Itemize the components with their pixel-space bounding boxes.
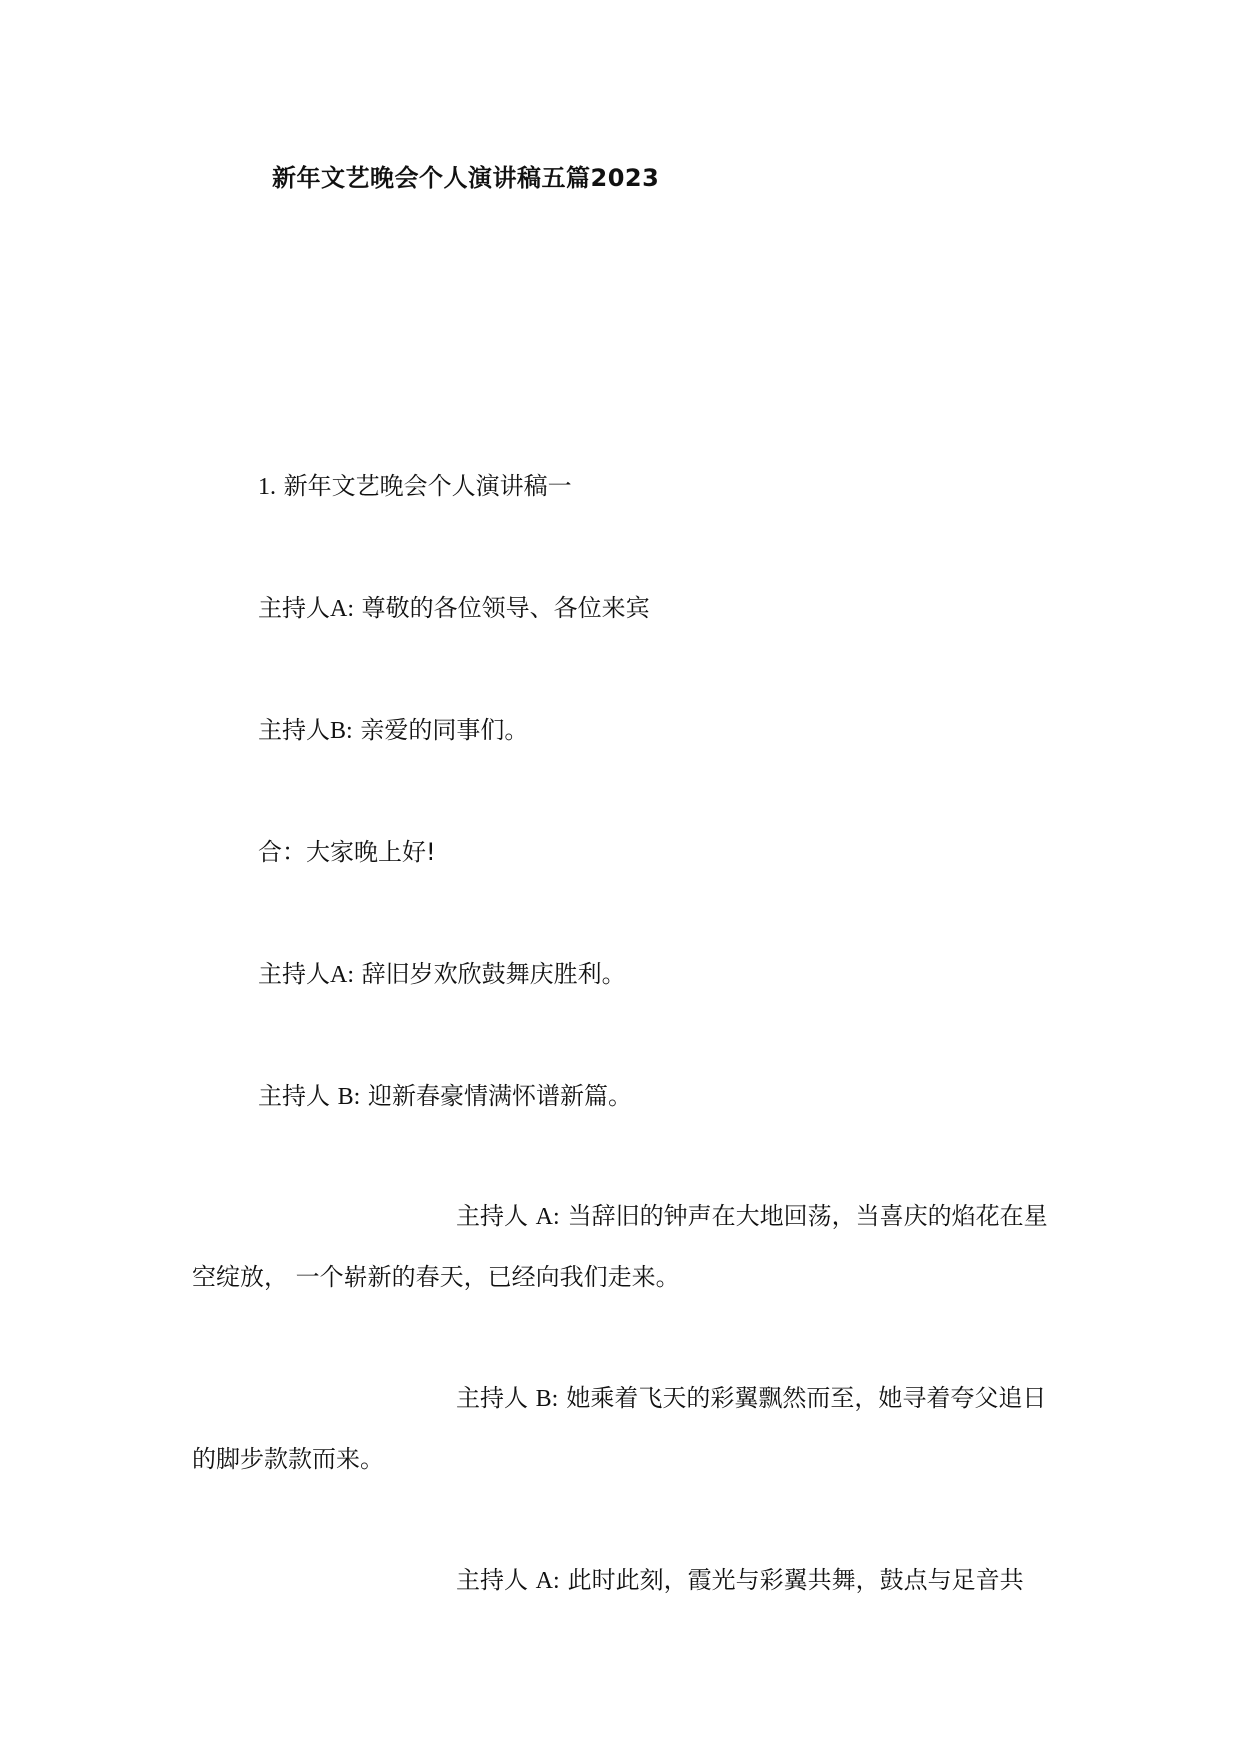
dialogue-paragraph (192, 1550, 1054, 1611)
dialogue-text: 亲爱的同事们。 (360, 716, 529, 744)
dialogue-text: 大家晚上好! (306, 838, 436, 866)
dialogue-text: 尊敬的各位领导、各位来宾 (361, 594, 650, 622)
speaker-tag: A: (535, 1568, 560, 1594)
paragraph-text: 此时此刻，霞光与彩翼共舞，鼓点与足音共 (567, 1566, 1024, 1594)
dialogue-paragraph (192, 1368, 1054, 1489)
section-heading-text: 新年文艺晚会个人演讲稿一 (283, 472, 572, 500)
speaker-prefix: 主持人 (258, 960, 330, 988)
speaker-tag: B: (535, 1386, 559, 1412)
speaker-prefix: 主持人 (258, 1082, 330, 1110)
speaker-prefix: 合： (258, 838, 306, 866)
speaker-tag: A: (535, 1204, 560, 1230)
dialogue-line (258, 958, 626, 991)
dialogue-text: 辞旧岁欢欣鼓舞庆胜利。 (361, 960, 626, 988)
speaker-prefix: 主持人 (258, 594, 330, 622)
speaker-tag: B: (337, 1084, 361, 1110)
dialogue-paragraph (192, 1186, 1054, 1307)
speaker-tag: B: (330, 718, 353, 744)
speaker-tag: A: (330, 962, 354, 988)
paragraph-text: 当辞旧的钟声在大地回荡，当喜庆的焰花在星空绽放， 一个崭新的春天，已经向我们走来。 (192, 1202, 1048, 1291)
dialogue-line (258, 714, 528, 747)
section-heading (258, 470, 572, 503)
section-number: 1. (258, 474, 276, 500)
dialogue-text: 迎新春豪情满怀谱新篇。 (367, 1082, 632, 1110)
paragraph-text: 她乘着飞天的彩翼飘然而至，她寻着夸父追日的脚步款款而来。 (192, 1384, 1047, 1473)
speaker-prefix: 主持人 (456, 1384, 528, 1412)
speaker-prefix: 主持人 (456, 1202, 528, 1230)
speaker-tag: A: (330, 596, 354, 622)
document-title: 新年文艺晚会个人演讲稿五篇2023 (272, 164, 660, 192)
dialogue-line (258, 592, 650, 625)
dialogue-line (258, 1080, 632, 1113)
dialogue-line (258, 836, 436, 868)
speaker-prefix: 主持人 (258, 716, 330, 744)
speaker-prefix: 主持人 (456, 1566, 528, 1594)
